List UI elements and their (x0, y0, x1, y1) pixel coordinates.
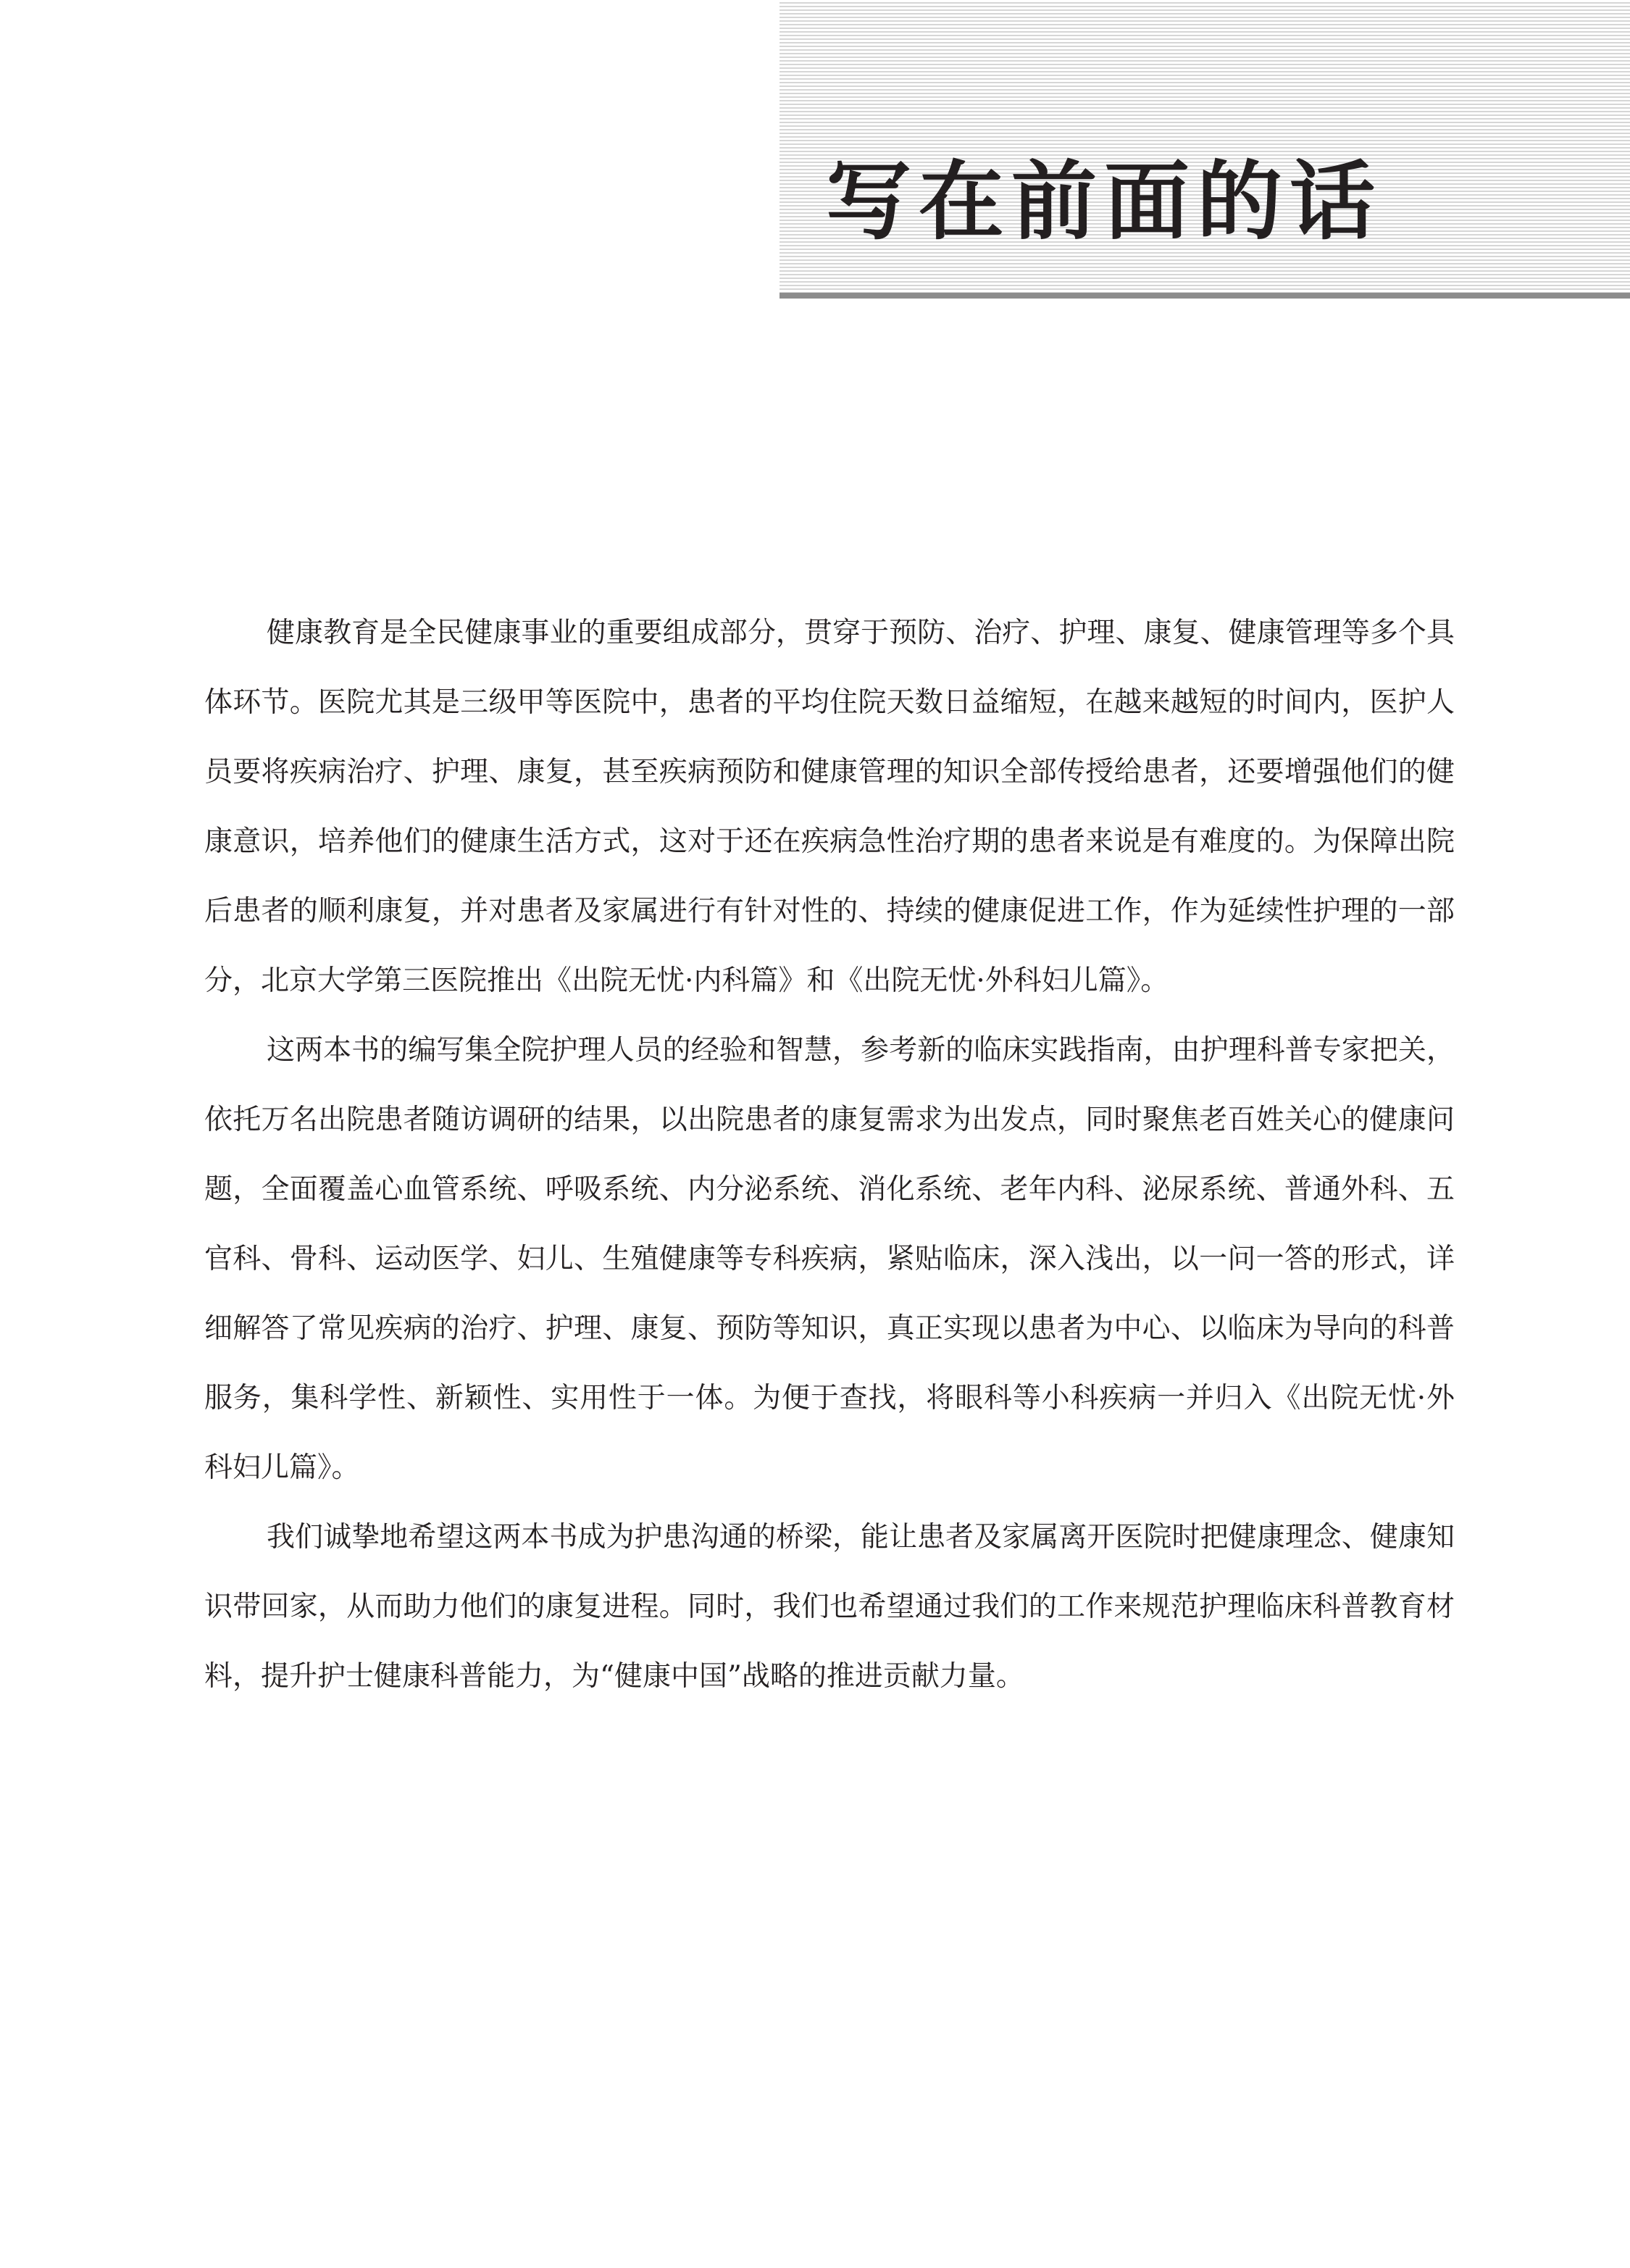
title-banner (780, 0, 1630, 299)
paragraph-3: 我们诚挚地希望这两本书成为护患沟通的桥梁，能让患者及家属离开医院时把健康理念、健康知识带回家，从而助力他们的康复进程。同时，我们也希望通过我们的工作来规范护理临床科普教育材料，提升护士健康科普能力，为“健康中国”战略的推进贡献力量。 (204, 1521, 1455, 1693)
page-title: 写在前面的话 (826, 151, 1383, 251)
paragraph-1: 健康教育是全民健康事业的重要组成部分，贯穿于预防、治疗、护理、康复、健康管理等多个具体环节。医院尤其是三级甲等医院中，患者的平均住院天数日益缩短，在越来越短的时间内，医护人员要将疾病治疗、护理、康复，甚至疾病预防和健康管理的知识全部传授给患者，还要增强他们的健康意识，培养他们的健康生活方式，这对于还在疾病急性治疗期的患者来说是有难度的。为保障出院后患者的顺利康复，并对患者及家属进行有针对性的、持续的健康促进工作，作为延续性护理的一部分，北京大学第三医院推出《出院无忧·内科篇》和《出院无忧·外科妇儿篇》。 (204, 617, 1455, 997)
paragraph-2: 这两本书的编写集全院护理人员的经验和智慧，参考新的临床实践指南，由护理科普专家把关，依托万名出院患者随访调研的结果，以出院患者的康复需求为出发点，同时聚焦老百姓关心的健康问题，全面覆盖心血管系统、呼吸系统、内分泌系统、消化系统、老年内科、泌尿系统、普通外科、五官科、骨科、运动医学、妇儿、生殖健康等专科疾病，紧贴临床，深入浅出，以一问一答的形式，详细解答了常见疾病的治疗、护理、康复、预防等知识，真正实现以患者为中心、以临床为导向的科普服务，集科学性、新颖性、实用性于一体。为便于查找，将眼科等小科疾病一并归入《出院无忧·外科妇儿篇》。 (204, 1034, 1455, 1484)
preface-body (204, 599, 1455, 1712)
title-underline (780, 293, 1630, 299)
